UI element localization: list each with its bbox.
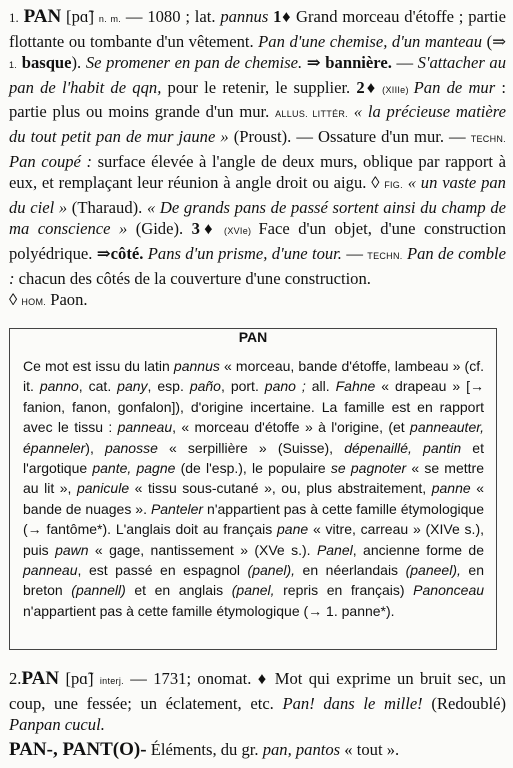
text: « tissu sous-cutané », ou, plus abstraitement,: [129, 480, 432, 497]
example: Pan de mur: [413, 77, 496, 97]
term: (panel),: [247, 562, 296, 579]
usage-label: TECHN.: [470, 133, 506, 144]
usage-label: ALLUS. LITTÉR.: [275, 109, 348, 120]
term: pane: [277, 521, 309, 538]
headword: PAN: [23, 6, 62, 27]
sense-number: 2♦: [356, 77, 378, 97]
definition: Grand morceau d'étoffe ; partie flottante ou tombante d'un vêtement.: [9, 7, 506, 51]
example: S'attacher au pan de l'habit de qqn,: [9, 53, 506, 97]
box-title: PAN: [238, 329, 268, 345]
text: « vitre, carreau » (XIVe s.), puis: [23, 521, 485, 558]
date: — 1080 ; lat.: [121, 7, 221, 26]
term: pany: [117, 378, 148, 395]
diamond-icon: ◊: [371, 173, 385, 193]
definition: Mot qui exprime un bruit sec, un coup, une fessée; un éclatement, etc.: [9, 669, 506, 713]
part-of-speech: n. m.: [98, 14, 122, 24]
diamond-icon: ◊: [9, 290, 22, 310]
term: se pagnoter: [330, 460, 407, 477]
definition: Face d'un objet, d'une construction polyédrique.: [9, 219, 506, 263]
example: Pan de comble :: [9, 243, 507, 288]
cross-ref: (⇒: [482, 31, 506, 51]
cross-ref-number: 1.: [9, 60, 18, 71]
term: Panteler: [150, 500, 204, 517]
term: Fahne: [335, 378, 376, 395]
text: , « morceau d'étoffe » à l'origine, (et: [172, 419, 411, 436]
definition: chacun des côtés de la couverture d'une construction.: [14, 268, 371, 288]
text: « gage, nantissement » (XVe s.).: [88, 541, 317, 558]
text: ),: [85, 439, 105, 456]
quotation-source: (Gide).: [127, 219, 192, 239]
cross-ref: ⇒ bannière.: [302, 53, 392, 73]
term: pante, pagne: [92, 460, 176, 477]
text: « drapeau » [→ fanion, fanon, gonfalon]), d'origine incertaine. La famille est en rapport avec le tissu :: [23, 378, 485, 436]
term: (pannell): [71, 582, 126, 599]
definition: —: [391, 53, 418, 73]
text: , esp.: [147, 378, 190, 395]
text: n'appartient pas à cette famille étymologique (→ 1. panne*).: [23, 602, 395, 619]
quotation: « un vaste pan du ciel »: [9, 173, 506, 217]
term: (panel,: [231, 582, 275, 599]
entry-pan-interjection: [9, 668, 506, 736]
term: pano ;: [264, 378, 306, 395]
term: paño: [189, 378, 221, 395]
homonym: Paon.: [46, 290, 88, 310]
quotation: « De grands pans de passé sortent ainsi du champ de ma conscience »: [9, 197, 506, 239]
text: en breton: [23, 562, 484, 599]
term: panosse: [104, 439, 158, 456]
term: pawn: [55, 541, 89, 558]
example: pan, pantos: [262, 740, 341, 759]
definition: : partie plus ou moins grande d'un mur.: [9, 77, 507, 122]
definition: pour le retenir, le supplier.: [161, 77, 357, 97]
text: , port.: [220, 378, 265, 395]
definition: Éléments, du gr.: [146, 740, 263, 759]
etymon: pannus: [220, 7, 269, 26]
term: pannus: [173, 358, 220, 374]
headword: PAN: [21, 668, 60, 689]
sense-number: 1♦: [268, 7, 292, 26]
cross-ref: ⇒côté.: [96, 243, 144, 263]
text: , est passé en espagnol: [77, 562, 248, 579]
sense-date: (XIIIe): [377, 84, 414, 95]
box-text: [23, 356, 484, 621]
term: panne: [431, 480, 471, 497]
part-of-speech: interj.: [99, 676, 124, 686]
quotation-source: (Tharaud).: [67, 197, 147, 217]
homonym-label: HOM.: [21, 297, 47, 308]
text: et l'argotique: [23, 439, 484, 477]
definition: « tout ».: [340, 740, 400, 759]
cross-ref-word: basque: [17, 53, 72, 73]
example: Panpan cucul.: [9, 715, 105, 735]
usage-label: FIG.: [384, 180, 403, 191]
entry-number: 1.: [9, 10, 19, 25]
definition: (Redoublé): [422, 693, 507, 713]
sense-number: 3♦: [191, 219, 217, 239]
text: repris en français): [274, 582, 414, 599]
example: Pan coupé :: [9, 151, 93, 171]
text: all.: [305, 378, 336, 395]
pronunciation: [pɑ̃]: [59, 669, 100, 688]
term: Panonceau: [413, 582, 485, 599]
text: , cat.: [78, 378, 118, 395]
usage-label: TECHN.: [367, 250, 403, 261]
term: Panel: [316, 541, 353, 558]
text: « morceau, bande d'étoffe, lambeau » (cf. it.: [23, 358, 484, 395]
text: Ce mot est issu du latin: [23, 358, 174, 374]
cross-ref-close: ).: [71, 53, 86, 73]
example: Pan! dans le mille!: [282, 693, 423, 713]
entry-pan-noun: [9, 6, 506, 314]
term: panicule: [76, 480, 130, 497]
term: panneau: [117, 419, 173, 436]
text: en néerlandais: [295, 562, 406, 579]
example: Se promener en pan de chemise.: [85, 53, 303, 73]
term: dépenaillé, pantin: [344, 439, 462, 456]
example: Pan d'une chemise, d'un manteau: [258, 31, 483, 51]
term: panneau: [23, 562, 78, 579]
definition: surface élevée à l'angle de deux murs, oblique par rapport à eux, et remplaçant leur réunion à angle droit ou aigu.: [9, 151, 506, 193]
entry-number: 2.: [9, 669, 22, 688]
text: « se mettre au lit »,: [23, 460, 484, 497]
quotation-source: (Proust). — Ossature d'un mur. —: [228, 126, 471, 146]
etymology-box: [9, 328, 497, 650]
term: panneauter, épanneler: [23, 419, 485, 456]
text: et en anglais: [125, 582, 232, 599]
text: (de l'esp.), le populaire: [175, 460, 331, 477]
text: « bande de nuages ».: [23, 480, 484, 517]
text: « serpillière » (Suisse),: [157, 439, 345, 456]
example: Pans d'un prisme, d'une tour.: [143, 243, 342, 263]
text: n'appartient pas à cette famille étymologique (→ fantôme*). L'anglais doit au français: [23, 500, 484, 538]
sense-date: (XVIe): [216, 226, 259, 237]
term: panno: [39, 378, 79, 395]
quotation: « la précieuse matière du tout petit pan de mur jaune »: [9, 102, 506, 146]
pronunciation: [pɑ̃]: [61, 7, 99, 26]
date: — 1731; onomat. ♦: [123, 669, 275, 688]
text: , ancienne forme de: [352, 541, 484, 558]
headword: PAN-, PANT(O)-: [9, 739, 147, 760]
definition: —: [341, 243, 368, 263]
entry-pan-prefix: [9, 739, 506, 761]
term: (paneel),: [405, 562, 461, 579]
